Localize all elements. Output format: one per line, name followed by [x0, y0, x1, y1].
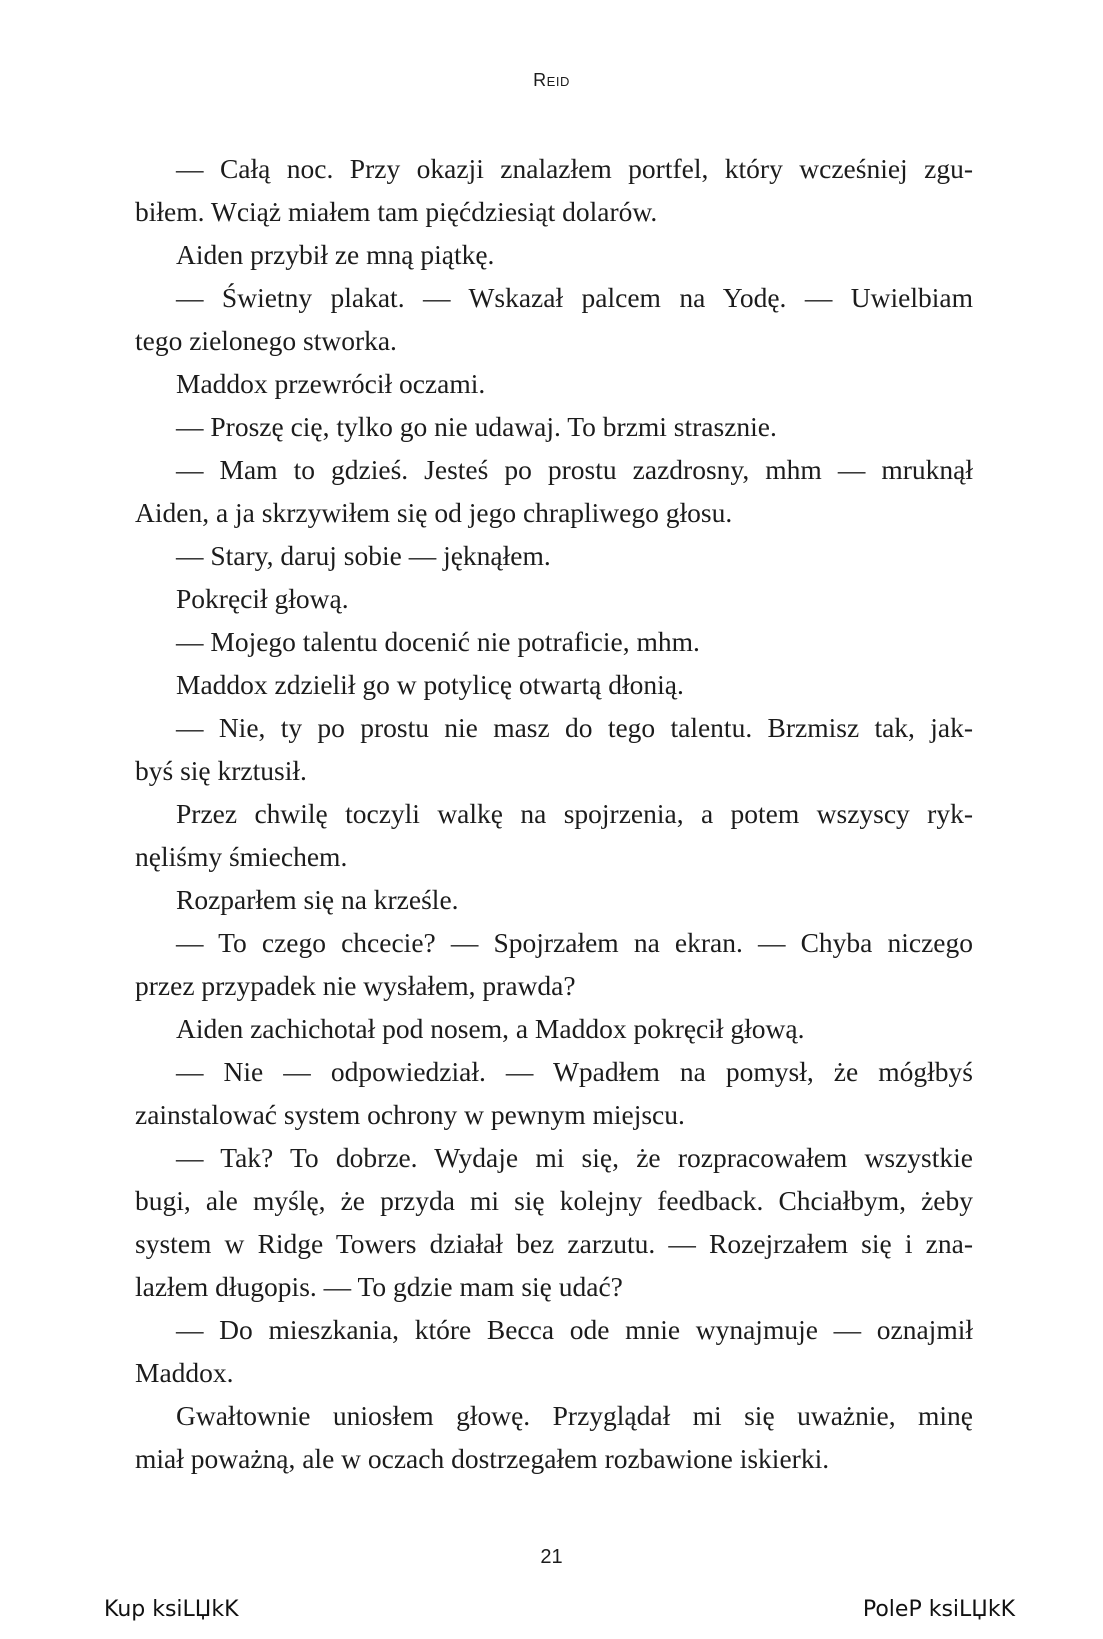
page-number: 21 [540, 1546, 563, 1568]
text-line: — Nie — odpowiedział. — Wpadłem na pomysł, że mógłbyś [176, 1056, 973, 1087]
text-line: — Mam to gdzieś. Jesteś po prostu zazdrosny, mhm — mruknął [176, 454, 973, 485]
text-line: Maddox przewrócił oczami. [176, 368, 486, 399]
text-line: — Tak? To dobrze. Wydaje mi się, że rozpracowałem wszystkie [176, 1142, 973, 1173]
text-line: — Świetny plakat. — Wskazał palcem na Yodę. — Uwielbiam [176, 282, 973, 313]
text-line: — Stary, daruj sobie — jęknąłem. [176, 540, 551, 571]
buy-book-link[interactable]: Kup ksiLЏkK [104, 1597, 239, 1622]
text-line: Aiden zachichotał pod nosem, a Maddox pokręcił głową. [176, 1013, 805, 1044]
text-line: tego zielonego stworka. [135, 325, 397, 356]
text-line: Pokręcił głową. [176, 583, 349, 614]
text-line: — Mojego talentu docenić nie potraficie, mhm. [176, 626, 700, 657]
text-line: — Do mieszkania, które Becca ode mnie wynajmuje — oznajmił [176, 1314, 973, 1345]
text-line: biłem. Wciąż miałem tam pięćdziesiąt dolarów. [135, 196, 658, 227]
text-line: Maddox zdzielił go w potylicę otwartą dłonią. [176, 669, 684, 700]
text-line: Aiden przybił ze mną piątkę. [176, 239, 495, 270]
text-line: Przez chwilę toczyli walkę na spojrzenia, a potem wszyscy ryk- [176, 798, 973, 829]
running-head: Reid [533, 70, 570, 90]
text-line: przez przypadek nie wysłałem, prawda? [135, 970, 576, 1001]
text-line: miał poważną, ale w oczach dostrzegałem rozbawione iskierki. [135, 1443, 830, 1474]
text-line: Aiden, a ja skrzywiłem się od jego chrapliwego głosu. [135, 497, 733, 528]
text-line: — Nie, ty po prostu nie masz do tego talentu. Brzmisz tak, jak- [176, 712, 973, 743]
text-line: Rozparłem się na krześle. [176, 884, 459, 915]
text-line: — To czego chcecie? — Spojrzałem na ekran. — Chyba niczego [176, 927, 973, 958]
text-line: byś się krztusił. [135, 755, 307, 786]
text-line: — Proszę cię, tylko go nie udawaj. To brzmi strasznie. [176, 411, 777, 442]
text-line: — Całą noc. Przy okazji znalazłem portfel, który wcześniej zgu- [176, 153, 973, 184]
text-line: zainstalować system ochrony w pewnym miejscu. [135, 1099, 685, 1130]
body-text [135, 147, 973, 1480]
text-line: system w Ridge Towers działał bez zarzutu. — Rozejrzałem się i zna- [135, 1228, 973, 1259]
text-line: Gwałtownie uniosłem głowę. Przyglądał mi się uważnie, minę [176, 1400, 973, 1431]
text-line: bugi, ale myślę, że przyda mi się kolejny feedback. Chciałbym, żeby [135, 1185, 973, 1216]
text-line: Maddox. [135, 1357, 234, 1388]
text-line: lazłem długopis. — To gdzie mam się udać? [135, 1271, 623, 1302]
text-line: nęliśmy śmiechem. [135, 841, 348, 872]
recommend-book-link[interactable]: PoleP ksiLЏkK [862, 1597, 1015, 1622]
